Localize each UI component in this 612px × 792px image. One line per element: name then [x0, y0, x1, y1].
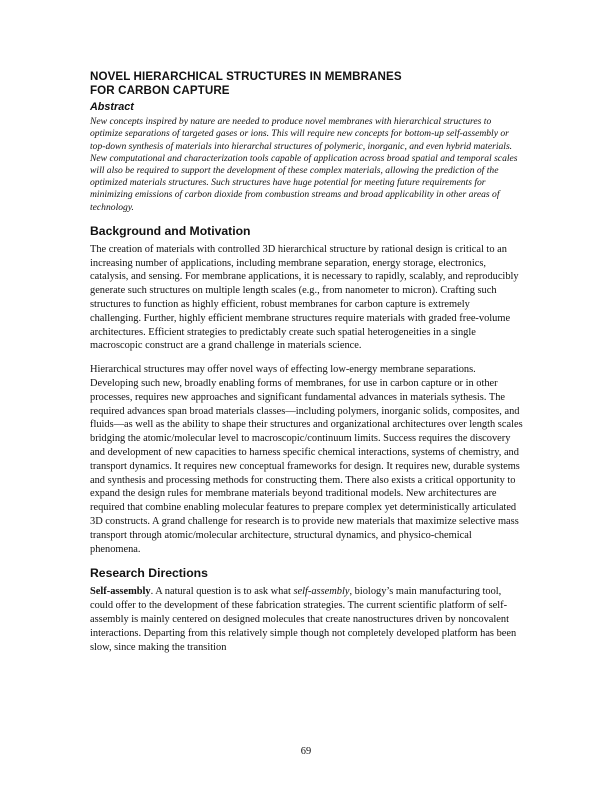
title-line-1: NOVEL HIERARCHICAL STRUCTURES IN MEMBRANES	[90, 70, 402, 83]
document-title	[90, 70, 523, 97]
research-paragraph-1	[90, 585, 523, 654]
title-line-2: FOR CARBON CAPTURE	[90, 83, 230, 97]
self-assembly-lead: Self-assembly	[90, 586, 151, 598]
lead-punct: . A natural question is to ask what	[150, 586, 294, 598]
background-paragraph-1: The creation of materials with controlled 3D hierarchical structure by rational design is critical to an increasing number of applications, including membrane separation, energy storage, electronics, catalysis, and sensing. For membrane applications, it is necessary to rapidly, scalably, and reproducibly generate such structures on multiple length scales (e.g., from nanometer to micron). Crafting such structures to function as highly efficient, robust membranes for carbon capture is extremely challenging. Further, highly efficient membrane structures require materials with graded free-volume architectures. Efficient strategies to predictably create such spatial heterogeneities in a single macroscopic construct are a grand challenge in materials science.	[90, 243, 519, 352]
section-heading-research-directions: Research Directions	[90, 566, 208, 581]
abstract-text: New concepts inspired by nature are needed to produce novel membranes with hierarchical structures to optimize separations of targeted gases or ions. This will require new concepts for bottom-up self-assembly or top-down synthesis of materials into hierarchal structures of polymeric, inorganic, and even hybrid materials. New computational and characterization tools capable of application across broad spatial and temporal scales will also be required to support the development of these complex materials, allowing the prediction of the optimized materials structures. Such structures have huge potential for meeting future requirements for minimizing emissions of carbon dioxide from combustion streams and broad applicability in other areas of technology.	[90, 116, 518, 213]
document-page	[90, 70, 523, 654]
self-assembly-italic: self-assembly	[293, 586, 350, 598]
section-heading-background: Background and Motivation	[90, 223, 251, 238]
background-paragraph-2: Hierarchical structures may offer novel ways of effecting low-energy membrane separations. Developing such new, broadly enabling forms of membranes, for use in carbon capture or in other processes, requires new approaches and significant fundamental advances in materials sythesis. The required advances span broad materials classes—including polymers, inorganic solids, composites, and fluids—as well as the ability to shape their structures and organizational architectures over length scales bridging the atomic/molecular level to macroscopic/continuum limits. Success requires the discovery and development of new capacities to harness specific chemical interactions, systems of chemistry, and transport dynamics. It requires new conceptual frameworks for design. It requires new, durable systems and synthesis and processing methods for constructing them. There also exists a critical opportunity to expand the design rules for membrane materials beyond traditional models. New architectures are required that combine enabling molecular features to prepare complex yet deterministically articulated 3D constructs. A grand challenge for research is to provide new materials that maximize selective mass transport through atomic/molecular architecture, structural dynamics, and physico-chemical phenomena.	[90, 364, 523, 555]
research-paragraph-text: , biology’s main manufacturing tool, could offer to the development of these fabrication strategies. The current scientific platform of self-assembly is mainly centered on designed molecules that create nanostructures driven by noncovalent interactions. Departing from this relatively simple though not completely developed platform has been slow, since making the transition	[90, 586, 517, 653]
abstract-label: Abstract	[90, 101, 134, 114]
page-number: 69	[300, 746, 312, 757]
